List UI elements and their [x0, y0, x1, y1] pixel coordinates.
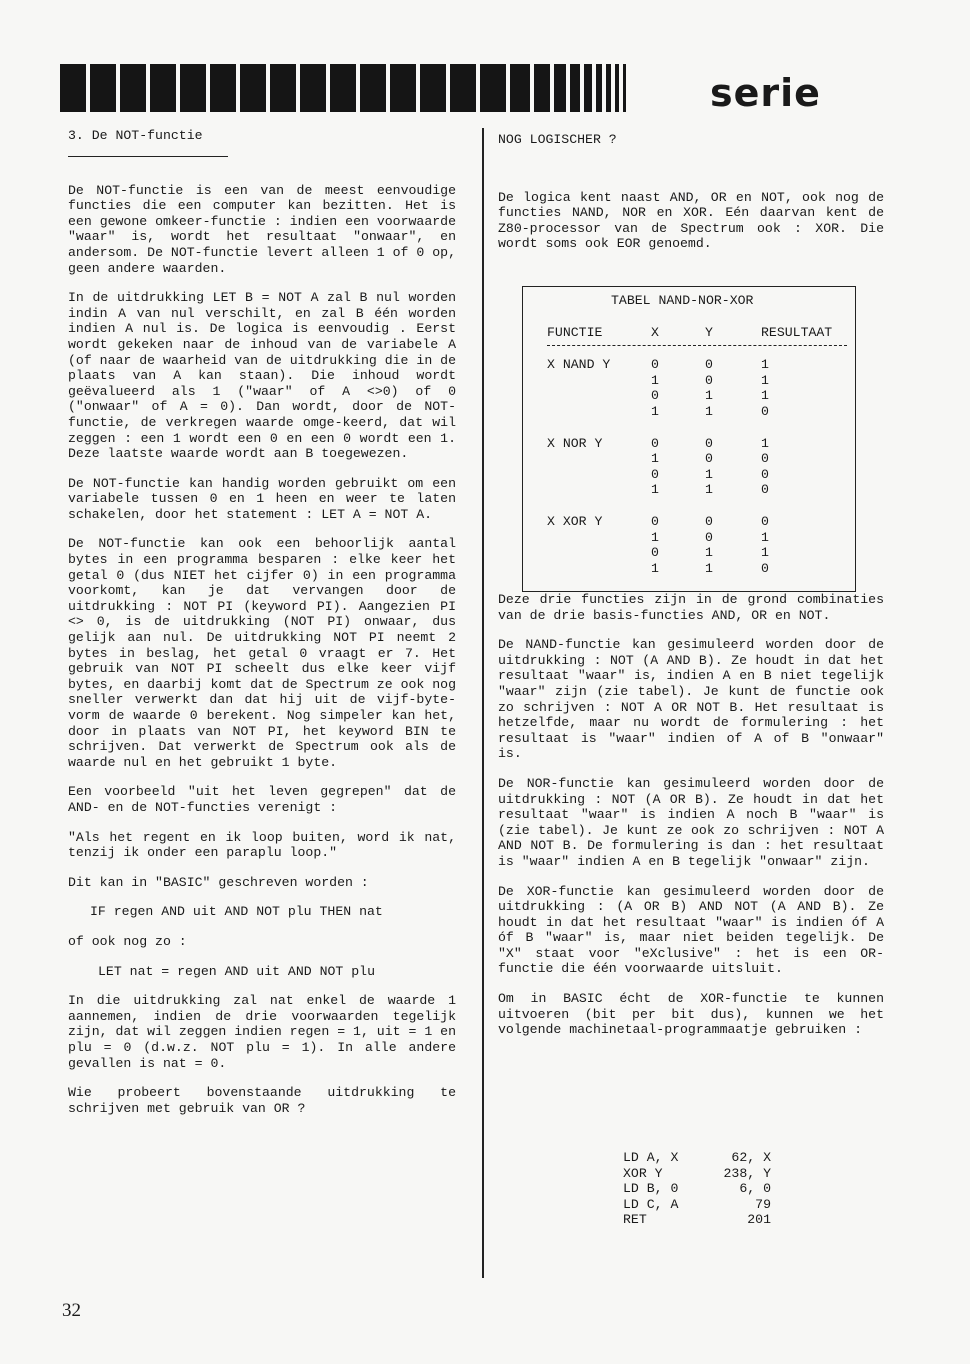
column-header: RESULTAAT	[761, 325, 833, 340]
banner-bar	[420, 64, 446, 112]
section-heading: NOG LOGISCHER ?	[498, 132, 617, 147]
table-function-name: X NOR Y	[547, 435, 603, 451]
table-cell: 1	[705, 545, 713, 561]
table-cell: 1	[651, 482, 659, 498]
banner-bar	[390, 64, 416, 112]
table-cell: 0	[761, 482, 769, 498]
table-function-name: X NAND Y	[547, 357, 611, 372]
paragraph: Deze drie functies zijn in de grond combinaties van de drie basis-functies AND, OR en NOT.	[498, 592, 884, 623]
banner-bar	[270, 64, 296, 112]
paragraph: "Als het regent en ik loop buiten, word ik nat, tenzij ik onder een paraplu loop."	[68, 829, 456, 861]
table-cell: 0	[651, 388, 659, 404]
assembly-line	[623, 1212, 771, 1228]
banner-bar	[570, 64, 580, 112]
table-cell: 0	[761, 403, 769, 419]
code-line: LET nat = regen AND uit AND NOT plu	[98, 963, 375, 979]
paragraph: De NOR-functie kan gesimuleerd worden door de uitdrukking : NOT (A OR B). Ze houdt in dat het resultaat "waar" is indien A noch B "waar" is (zie tabel). Je kunt ze ook zo schrijven : NOT A AND NOT B. De formulering is dan : het resultaat is "waar" indien A en B tegelijk "onwaar" zijn.	[498, 775, 884, 869]
table-cell: 0	[761, 451, 769, 467]
table-cell: 0	[705, 529, 713, 545]
assembly-instruction: XOR Y	[623, 1165, 663, 1181]
table-cell: 1	[651, 403, 659, 419]
assembly-bytes: 201	[747, 1212, 771, 1228]
right-column-bottom	[498, 592, 884, 1052]
paragraph: De NOT-functie is een van de meest eenvoudige functies die een computer kan bezitten. Het is een gewone omkeer-functie : indien een voorwaarde "waar" is, wordt het resultaat "onwaar", en andersom. De NOT-functie levert alleen 1 of 0 op, geen andere waarden.	[68, 182, 456, 276]
column-header: FUNCTIE	[547, 325, 603, 340]
banner-bar	[450, 64, 476, 112]
left-column	[68, 128, 456, 1130]
table-title: TABEL NAND-NOR-XOR	[611, 293, 754, 308]
paragraph: De NAND-functie kan gesimuleerd worden door de uitdrukking : NOT (A AND B). Ze houdt in dat het resultaat "waar" is, indien A en B niet tegelijk "waar" zijn (zie tabel). Je kunt de functie ook zo schrijven : NOT A OR NOT B. Het resultaat is hetzelfde, maar nu wordt de formulering : het resultaat is "waar" indien of A of B "onwaar" is.	[498, 637, 884, 762]
banner-bar	[534, 64, 550, 112]
banner-bars	[60, 64, 626, 112]
table-cell: 1	[651, 560, 659, 576]
banner-bar	[480, 64, 506, 112]
table-cell: 1	[761, 529, 769, 545]
table-cell: 0	[705, 514, 713, 529]
table-cell: 1	[705, 560, 713, 576]
assembly-bytes: 238, Y	[723, 1165, 771, 1181]
table-cell: 0	[651, 357, 659, 372]
assembly-line	[623, 1181, 771, 1197]
table-cell: 1	[761, 435, 769, 451]
table-cell: 1	[651, 372, 659, 388]
banner-bar	[300, 64, 326, 112]
table-cell: 1	[761, 372, 769, 388]
table-cell: 1	[651, 529, 659, 545]
assembly-instruction: RET	[623, 1212, 647, 1228]
table-cell: 1	[705, 482, 713, 498]
section-label: serie	[710, 71, 821, 115]
table-cell: 0	[651, 545, 659, 561]
banner-bar	[606, 64, 611, 112]
banner-bar	[120, 64, 146, 112]
paragraph: of ook nog zo :	[68, 933, 187, 949]
banner-bar	[554, 64, 566, 112]
banner-bar	[596, 64, 602, 112]
section-heading: 3. De NOT-functie	[68, 128, 228, 157]
paragraph: De XOR-functie kan gesimuleerd worden door de uitdrukking : (A OR B) AND NOT (A AND B). Ze houdt in dat het resultaat "waar" is indien óf A óf B "waar" is, maar niet beiden tegelijk. De "X" staat voor "eXclusive" : het is een OR-functie die één voorwaarde uitsluit.	[498, 883, 884, 977]
table-cell: 0	[705, 357, 713, 372]
table-cell: 0	[761, 514, 769, 529]
banner-bar	[210, 64, 236, 112]
paragraph: Dit kan in "BASIC" geschreven worden :	[68, 874, 369, 890]
table-cell: 0	[651, 435, 659, 451]
code-line: IF regen AND uit AND NOT plu THEN nat	[90, 904, 383, 920]
assembly-listing	[623, 1150, 771, 1228]
paragraph: Wie probeert bovenstaande uitdrukking te schrijven met gebruik van OR ?	[68, 1085, 456, 1116]
assembly-bytes: 79	[755, 1196, 771, 1212]
column-header: Y	[705, 325, 713, 340]
right-column-top	[498, 132, 884, 266]
table-cell: 1	[705, 388, 713, 404]
paragraph: De logica kent naast AND, OR en NOT, ook nog de functies NAND, NOR en XOR. Eén daarvan kent de Z80-processor van de Spectrum ook : XOR. Die wordt soms ook EOR genoemd.	[498, 189, 884, 252]
banner-bar	[623, 64, 626, 112]
banner-bar	[615, 64, 619, 112]
paragraph: De NOT-functie kan ook een behoorlijk aantal bytes in een programma besparen : elke keer het getal 0 (dus NIET het cijfer 0) in een programma voorkomt, kan je dat vervangen door de uitdrukking : NOT PI (keyword PI). Aangezien PI <> 0, is de uitdrukking (NOT PI) onwaar, dus gelijk aan nul. De uitdrukking NOT PI neemt 2 bytes in beslag, het getal 0 vraagt er 7. Het gebruik van NOT PI scheelt dus elke keer vijf bytes, en daarbij komt dat de Spectrum ze ook nog sneller verwerkt dan dat hij uit de vijf-byte-vorm de waarde 0 berekent. Nog simpeler kan het, door in plaats van NOT PI, het keyword BIN te schrijven. Dat verwerkt de Spectrum ook als de waarde nul en het gebruikt 1 byte.	[68, 536, 456, 770]
assembly-bytes: 6, 0	[739, 1181, 771, 1197]
table-cell: 0	[651, 466, 659, 482]
table-cell: 0	[761, 560, 769, 576]
banner-bar	[90, 64, 116, 112]
banner-bar	[60, 64, 86, 112]
table-cell: 0	[651, 514, 659, 529]
table-cell: 0	[705, 435, 713, 451]
table-cell: 1	[761, 545, 769, 561]
table-cell: 0	[761, 466, 769, 482]
banner-bar	[360, 64, 386, 112]
table-cell: 1	[705, 466, 713, 482]
column-header: X	[651, 325, 659, 340]
assembly-line	[623, 1150, 771, 1166]
table-cell: 0	[705, 451, 713, 467]
truth-table	[522, 286, 856, 592]
banner-bar	[240, 64, 266, 112]
table-cell: 1	[761, 388, 769, 404]
table-cell: 1	[705, 403, 713, 419]
table-function-name: X XOR Y	[547, 514, 603, 529]
table-cell: 0	[705, 372, 713, 388]
banner-bar	[330, 64, 356, 112]
table-cell: 1	[651, 451, 659, 467]
banner-bar	[510, 64, 530, 112]
banner-bar	[180, 64, 206, 112]
paragraph: In die uitdrukking zal nat enkel de waarde 1 aannemen, indien de drie voorwaarden tegelijk zijn, dat wil zeggen indien regen = 1, uit = 1 en plu = 0 (d.w.z. NOT plu = 1). In alle andere gevallen is nat = 0.	[68, 993, 456, 1071]
paragraph: Om in BASIC écht de XOR-functie te kunnen uitvoeren (bit per bit dus), kunnen we het volgende machinetaal-programmaatje gebruiken :	[498, 991, 884, 1038]
page-number: 32	[62, 1300, 81, 1321]
paragraph: De NOT-functie kan handig worden gebruikt om een variabele tussen 0 en 1 heen en weer te laten schakelen, door het statement : LET A = NOT A.	[68, 475, 456, 522]
paragraph: In de uitdrukking LET B = NOT A zal B nul worden indin A van nul verschilt, en zal B één worden indien A nul is. De logica is eenvoudig . Eerst wordt gekeken naar de inhoud van de variabele A (of naar de waarheid van de uitdrukking die in de plaats van A kan staan). Die inhoud wordt geëvalueerd als 1 ("waar" of A <>0) of 0 ("onwaar" of A = 0). Dan wordt, door de NOT-functie, de verkregen waarde omge-keerd, dat wil zeggen : een 1 wordt een 0 en een 0 wordt een 1. Deze laatste waarde wordt aan B toegewezen.	[68, 290, 456, 462]
table-rule	[547, 345, 847, 346]
assembly-bytes: 62, X	[731, 1150, 771, 1165]
assembly-line	[623, 1197, 771, 1213]
assembly-instruction: LD B, 0	[623, 1181, 679, 1197]
assembly-line	[623, 1166, 771, 1182]
table-cell: 1	[761, 357, 769, 372]
assembly-instruction: LD C, A	[623, 1196, 679, 1212]
banner-bar	[150, 64, 176, 112]
paragraph: Een voorbeeld "uit het leven gegrepen" dat de AND- en de NOT-functies verenigt :	[68, 784, 456, 815]
assembly-instruction: LD A, X	[623, 1150, 679, 1165]
column-divider	[482, 128, 484, 1278]
banner-bar	[584, 64, 592, 112]
